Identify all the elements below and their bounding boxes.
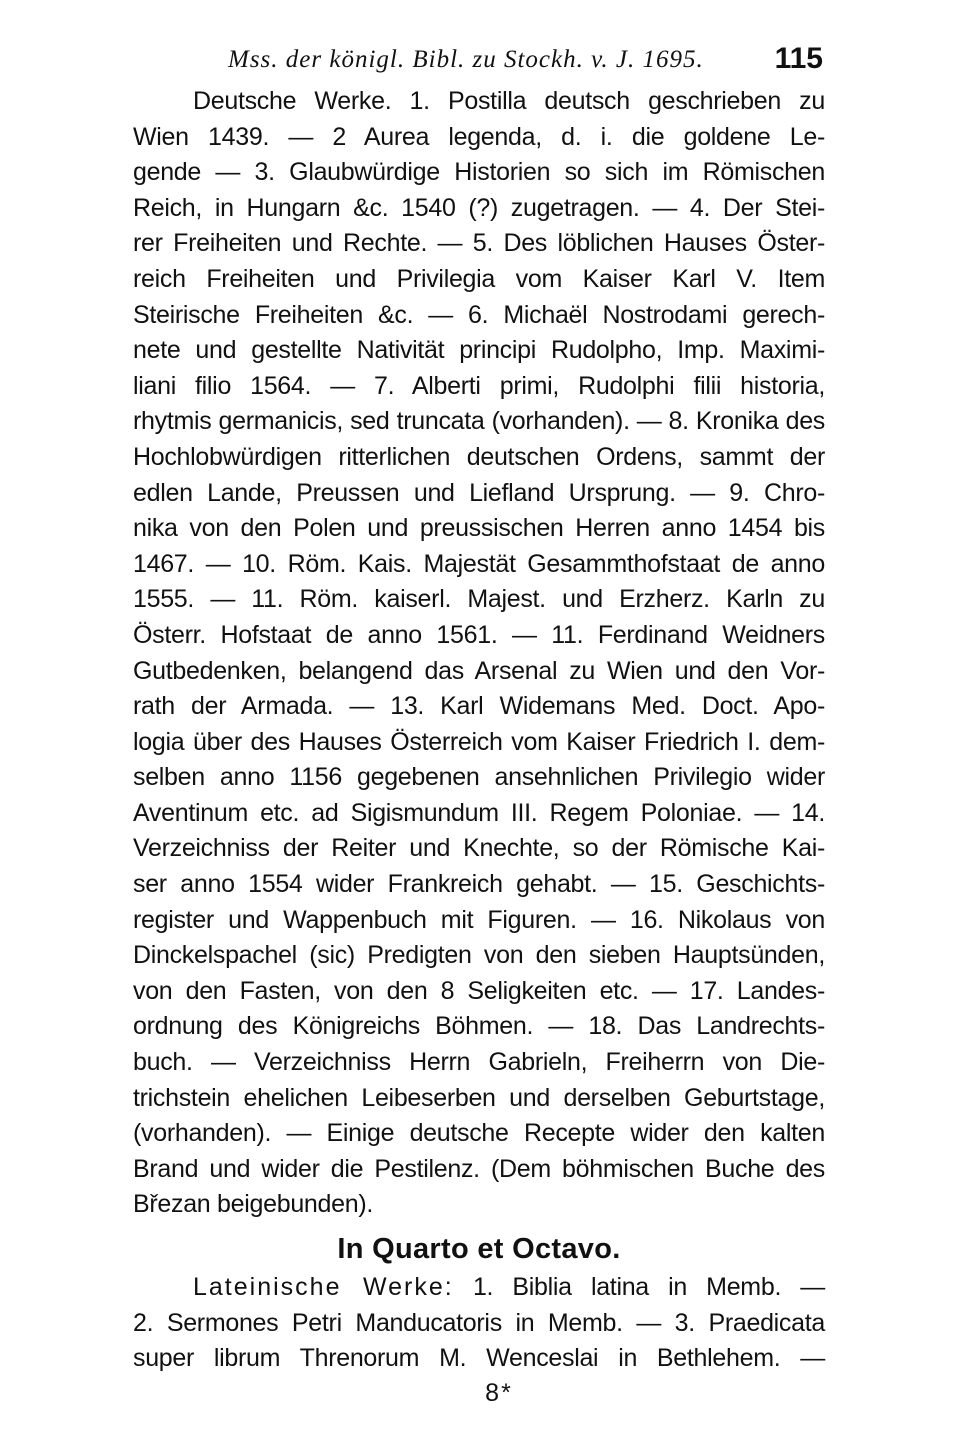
text-line: buch. — Verzeichniss Herrn Gabrieln, Freiherrn von Die-: [133, 1048, 825, 1077]
text-line: 1467. — 10. Röm. Kais. Majestät Gesammthofstaat de anno: [133, 549, 825, 578]
paragraph-deutsche-werke: [133, 84, 825, 1223]
text-line: selben anno 1156 gegebenen ansehnlichen Privilegio wider: [133, 763, 825, 792]
text-line: nika von den Polen und preussischen Herren anno 1454 bis: [133, 514, 825, 543]
text-line: nete und gestellte Nativität principi Rudolpho, Imp. Maximi-: [133, 336, 825, 365]
text-line: edlen Lande, Preussen und Liefland Ursprung. — 9. Chro-: [133, 478, 825, 507]
document-page: [133, 40, 825, 1408]
text-fragment: 1. Biblia latina in Memb. —: [472, 1273, 825, 1301]
text-line: rath der Armada. — 13. Karl Widemans Med. Doct. Apo-: [133, 692, 825, 721]
page-number: 115: [774, 42, 823, 75]
text-line: Hochlobwürdigen ritterlichen deutschen Ordens, sammt der: [133, 442, 825, 471]
text-line: Březan beigebunden).: [133, 1190, 374, 1219]
text-line: 1555. — 11. Röm. kaiserl. Majest. und Erzherz. Karln zu: [133, 585, 825, 614]
text-line: 2. Sermones Petri Manducatoris in Memb. — 3. Praedicata: [133, 1308, 825, 1337]
paragraph-lateinische-werke: [133, 1270, 825, 1377]
text-line: super librum Threnorum M. Wenceslai in Bethlehem. —: [133, 1344, 825, 1373]
running-head-title: Mss. der königl. Bibl. zu Stockh. v. J. 1695.: [228, 46, 704, 73]
text-line: Gutbedenken, belangend das Arsenal zu Wien und den Vor-: [133, 656, 825, 685]
text-line: Aventinum etc. ad Sigismundum III. Regem Poloniae. — 14.: [133, 798, 825, 827]
text-line: ordnung des Königreichs Böhmen. — 18. Das Landrechts-: [133, 1012, 825, 1041]
text-line: liani filio 1564. — 7. Alberti primi, Rudolphi filii historia,: [133, 371, 825, 400]
running-head: [133, 40, 825, 84]
text-line: reich Freiheiten und Privilegia vom Kaiser Karl V. Item: [133, 264, 825, 293]
printer-signature: 8*: [485, 1378, 513, 1407]
text-line: Wien 1439. — 2 Aurea legenda, d. i. die goldene Le-: [133, 122, 825, 151]
text-line: gende — 3. Glaubwürdige Historien so sich im Römischen: [133, 158, 825, 187]
text-line: Dinckelspachel (sic) Predigten von den sieben Hauptsünden,: [133, 941, 825, 970]
text-line: (vorhanden). — Einige deutsche Recepte wider den kalten: [133, 1119, 825, 1148]
text-line: Brand und wider die Pestilenz. (Dem böhmischen Buche des: [133, 1154, 825, 1183]
section-label: Lateinische Werke:: [193, 1273, 454, 1301]
section-heading: In Quarto et Octavo.: [337, 1233, 621, 1265]
text-line: Reich, in Hungarn &c. 1540 (?) zugetragen. — 4. Der Stei-: [133, 193, 825, 222]
text-line: rer Freiheiten und Rechte. — 5. Des löblichen Hauses Öster-: [133, 229, 825, 258]
text-line: trichstein ehelichen Leibeserben und derselben Geburtstage,: [133, 1083, 825, 1112]
text-line: Verzeichniss der Reiter und Knechte, so der Römische Kai-: [133, 834, 825, 863]
text-line: rhytmis germanicis, sed truncata (vorhanden). — 8. Kronika des: [133, 407, 825, 436]
text-line: Österr. Hofstaat de anno 1561. — 11. Ferdinand Weidners: [133, 620, 825, 649]
text-line: Deutsche Werke. 1. Postilla deutsch geschrieben zu: [193, 87, 825, 115]
text-line: logia über des Hauses Österreich vom Kaiser Friedrich I. dem-: [133, 727, 825, 756]
text-line: [133, 1270, 825, 1306]
text-line: von den Fasten, von den 8 Seligkeiten etc. — 17. Landes-: [133, 976, 825, 1005]
text-line: ser anno 1554 wider Frankreich gehabt. — 15. Geschichts-: [133, 870, 825, 899]
text-line: Steirische Freiheiten &c. — 6. Michaël Nostrodami gerech-: [133, 300, 825, 329]
text-line: register und Wappenbuch mit Figuren. — 16. Nikolaus von: [133, 905, 825, 934]
